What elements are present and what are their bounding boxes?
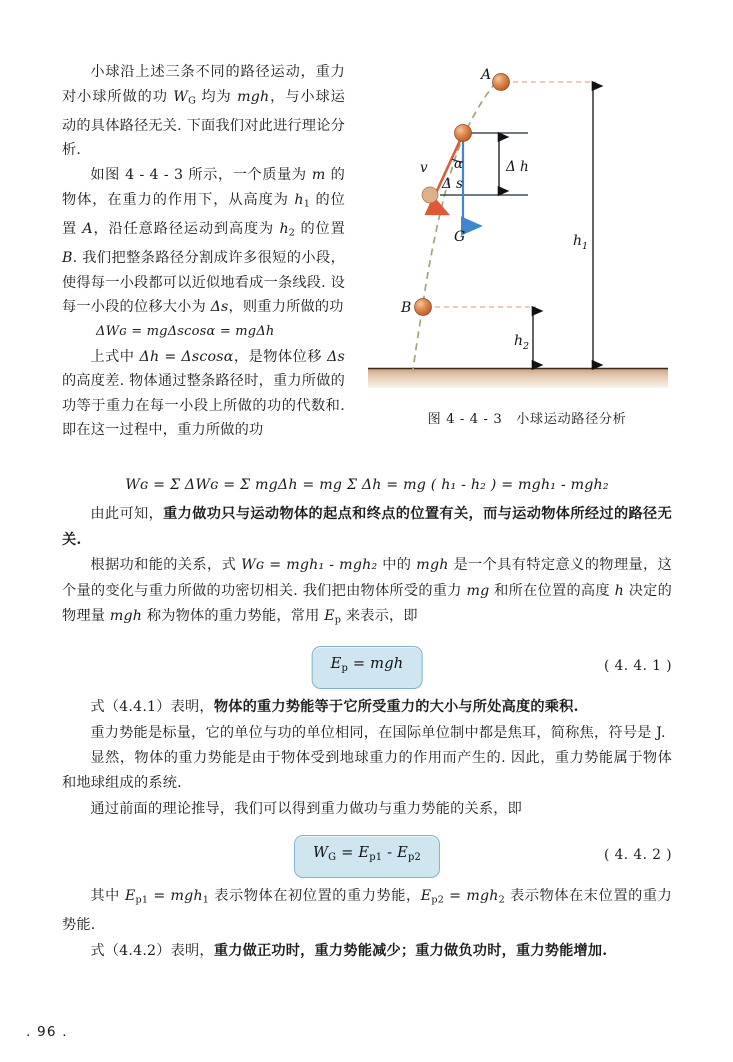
symbol-delta-s: Δs	[210, 299, 229, 316]
statement-442-lead: 式（4.4.2）表明，	[90, 942, 214, 959]
energy-def-symbol-mgh: mgh	[416, 557, 449, 574]
ball-at-point-a	[493, 74, 510, 91]
paragraph-where-clause	[62, 884, 672, 939]
symbol-m: m	[311, 167, 326, 184]
paragraph-intro-part-b: 均为	[195, 88, 238, 105]
figure-caption: 图 4 - 4 - 3 小球运动路径分析	[427, 412, 627, 427]
paragraph-height-diff	[62, 345, 345, 443]
where-e2: E	[420, 888, 432, 905]
statement-442-emphasis: 重力做正功时，重力势能减少；重力做负功时，重力势能增加.	[213, 942, 608, 959]
energy-def-symbol-mg: mg	[466, 582, 490, 599]
where-mgh1-subscript: 1	[202, 894, 210, 906]
boxed-eq-441-lhs: E	[330, 655, 342, 673]
boxed-eq-442-w: W	[312, 844, 329, 862]
energy-def-symbol-ep-subscript: p	[334, 614, 342, 626]
label-point-b: B	[401, 300, 412, 316]
boxed-eq-441-lhs-subscript: p	[341, 662, 349, 674]
symbol-point-b: B	[62, 250, 73, 267]
symbol-mgh: mgh	[237, 88, 270, 105]
symbol-h1-subscript: 1	[303, 198, 311, 210]
where-mgh2-subscript: 2	[498, 894, 505, 906]
statement-441-lead: 式（4.4.1）表明，	[90, 699, 214, 716]
boxed-equation-row-441	[62, 644, 672, 686]
height-diff-part-c: 的高度差. 物体通过整条路径时，重力所做的功等于重力在每一小段上所做的功的代数和. 即在这一过程中，重力所做的功	[62, 373, 345, 439]
energy-def-part-b: 中的	[377, 557, 417, 574]
paragraph-derivation: 通过前面的理论推导，我们可以得到重力做功与重力势能的关系，即	[90, 800, 523, 817]
paragraph-scalar-unit: 重力势能是标量，它的单位与功的单位相同，在国际单位制中都是焦耳，简称焦，符号是 J.	[90, 724, 666, 741]
trajectory-path	[413, 82, 496, 370]
conclusion-lead: 由此可知，	[90, 506, 164, 523]
where-e1: E	[124, 888, 136, 905]
where-part-a: 其中	[90, 888, 125, 905]
label-delta-s: Δ s	[442, 176, 463, 192]
label-velocity: v	[420, 160, 428, 176]
figure-ref-part-d: ，沿任意路径运动到高度为	[92, 220, 280, 237]
label-h1: $h_1$	[573, 233, 589, 252]
figure-ref-part-c: 的位置	[62, 191, 345, 237]
boxed-eq-442-e2-subscript: p2	[407, 851, 422, 863]
boxed-eq-442-equals: =	[336, 844, 359, 862]
symbol-h2-subscript: 2	[288, 227, 296, 239]
body-section	[62, 468, 672, 964]
ball-at-point-b	[415, 299, 432, 316]
ground-surface	[368, 368, 668, 388]
where-part-c: 表示物体在初位置的重力势能，	[209, 888, 421, 905]
ball-upper-segment	[455, 125, 472, 142]
energy-def-symbol-mgh-2: mgh	[109, 608, 143, 625]
figure-ref-part-e: 的位置	[295, 220, 345, 237]
symbol-delta-s-2: Δs	[327, 348, 345, 365]
paragraph-441-statement	[62, 695, 672, 720]
equation-number-442: ( 4. 4. 2 )	[604, 847, 672, 864]
boxed-equation-ep	[312, 646, 423, 688]
equation-total-work	[62, 473, 672, 498]
top-section	[0, 0, 733, 470]
energy-def-part-a: 根据功和能的关系，式	[90, 557, 242, 574]
symbol-point-a: A	[82, 220, 93, 237]
symbol-h2: h	[279, 220, 289, 237]
energy-def-part-d: 和所在位置的高度	[489, 582, 615, 599]
figure-ref-part-f: . 我们把整条路径分割成许多很短的小段，使得每一小段都可以近似地看成一条线段. 设每一小段的位移大小为	[62, 250, 345, 316]
energy-def-equation: Wɢ = mgh₁ - mgh₂	[241, 557, 378, 574]
boxed-equation-wg	[294, 835, 440, 877]
figure-ref-part-g: ，则重力所做的功	[228, 299, 344, 316]
boxed-eq-441-rhs: = mgh	[348, 655, 404, 673]
where-e1-subscript: p1	[135, 894, 149, 906]
equation-number-441: ( 4. 4. 1 )	[604, 658, 672, 675]
paragraph-intro	[62, 60, 345, 163]
equation-total-work-text: Wɢ = Σ ΔWɢ = Σ mgΔh = mg Σ Δh = mg ( h₁ - h₂ ) = mgh₁ - mgh₂	[125, 477, 609, 493]
energy-def-symbol-ep: E	[324, 608, 335, 625]
symbol-h1: h	[294, 191, 304, 208]
paragraph-energy-definition	[62, 553, 672, 633]
symbol-W: W	[173, 88, 189, 105]
label-point-a: A	[481, 67, 492, 83]
conclusion-emphasis: 重力做功只与运动物体的起点和终点的位置有关，而与运动物体所经过的路径无关.	[62, 506, 672, 548]
label-delta-h: Δ h	[506, 159, 529, 175]
figure-ref-part-b: 的物体，在重力的作用下，从高度为	[62, 167, 345, 208]
left-text-column	[62, 60, 345, 443]
where-part-e: 表示物体在末位置的重力势能.	[62, 888, 672, 934]
figure-4-4-3	[368, 58, 686, 388]
energy-def-part-g: 来表示，即	[341, 608, 418, 625]
boxed-equation-row-442	[62, 833, 672, 875]
paragraph-conclusion	[62, 502, 672, 553]
energy-def-part-c: 是一个具有特定意义的物理量，这个量的变化与重力所做的功密切相关. 我们把由物体所受的重力	[62, 557, 672, 599]
symbol-W-subscript: G	[188, 95, 196, 107]
paragraph-system: 显然，物体的重力势能是由于物体受到地球重力的作用而产生的. 因此，重力势能属于物体和地球组成的系统.	[62, 749, 672, 792]
label-alpha: α	[454, 157, 463, 172]
energy-def-part-f: 称为物体的重力势能，常用	[142, 608, 325, 625]
boxed-eq-442-e1-subscript: p1	[369, 851, 383, 863]
symbol-delta-h-eq: Δh = Δscosα	[139, 348, 234, 365]
equation-delta-work	[62, 320, 345, 345]
where-mgh1: mgh	[170, 888, 203, 905]
where-equals-1: =	[148, 888, 171, 905]
energy-def-symbol-h: h	[614, 582, 624, 599]
label-h2: $h_2$	[514, 333, 530, 352]
boxed-eq-442-e1: E	[358, 844, 370, 862]
height-diff-part-b: ，是物体位移	[233, 348, 328, 365]
boxed-eq-442-minus: -	[382, 844, 398, 862]
where-equals-2: =	[444, 888, 467, 905]
label-gravity: G	[454, 229, 466, 245]
page-number: . 96 .	[26, 1024, 68, 1040]
figure-ref-part-a: 如图 4 - 4 - 3 所示，一个质量为	[90, 167, 312, 184]
where-mgh2: mgh	[466, 888, 499, 905]
paragraph-intro-part-a: 小球沿上述三条不同的路径运动，重力对小球所做的功	[62, 64, 345, 105]
paragraph-figure-ref	[62, 163, 345, 320]
ball-lower-segment	[422, 187, 438, 203]
boxed-eq-442-e2: E	[397, 844, 408, 862]
height-diff-part-a: 上式中	[90, 348, 140, 365]
energy-def-part-e: 决定的物理量	[62, 582, 672, 625]
paragraph-442-statement	[62, 939, 672, 964]
boxed-eq-442-w-subscript: G	[328, 851, 337, 863]
equation-delta-work-text: ΔWɢ = mgΔscosα = mgΔh	[96, 324, 275, 340]
statement-441-emphasis: 物体的重力势能等于它所受重力的大小与所处高度的乘积.	[213, 699, 579, 716]
where-e2-subscript: p2	[431, 894, 445, 906]
paragraph-intro-part-c: ，与小球运动的具体路径无关. 下面我们对此进行理论分析.	[62, 88, 345, 159]
